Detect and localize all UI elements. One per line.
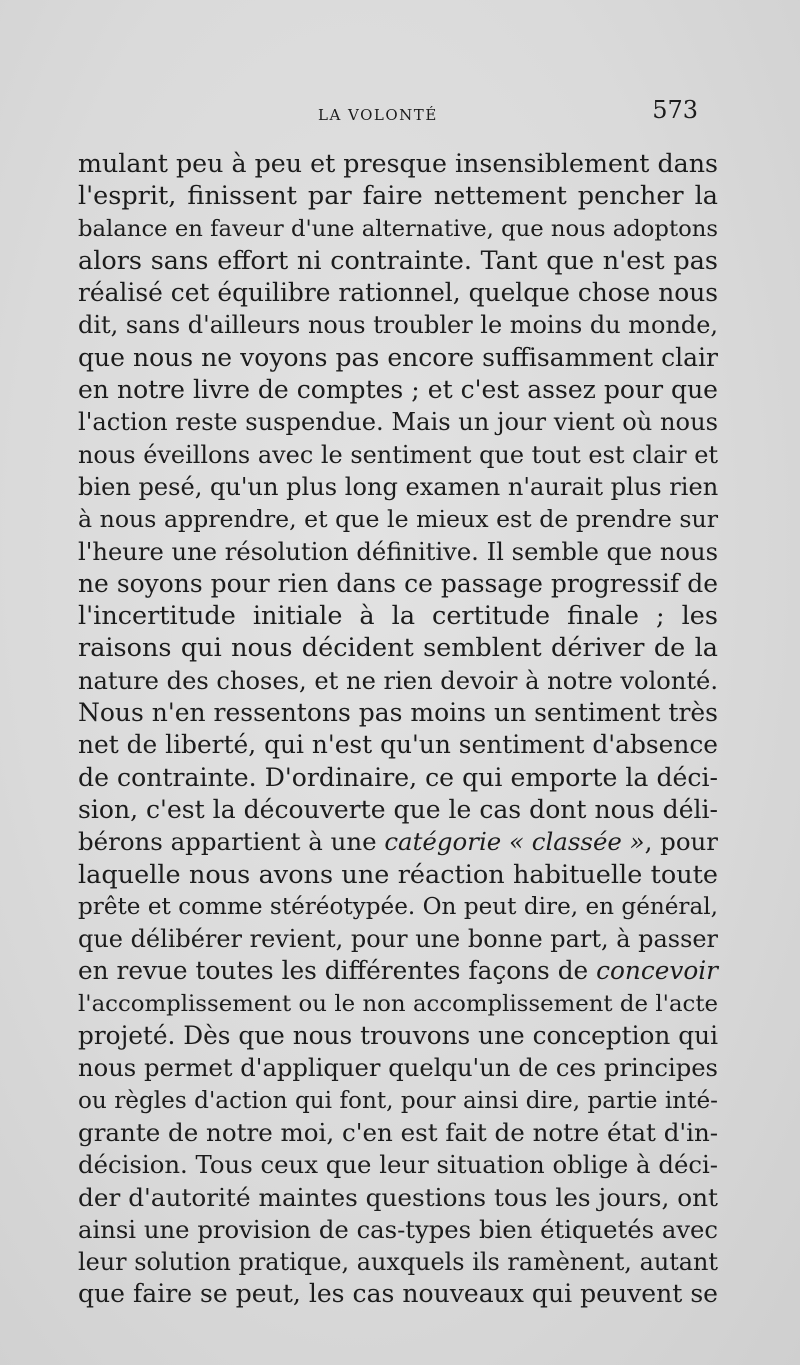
text-line: ainsi une provision de cas-types bien étiquetés avec (78, 1214, 718, 1244)
text-line: que nous ne voyons pas encore suffisamment clair (78, 342, 718, 372)
page-number: 573 (652, 96, 698, 124)
text-line: nous éveillons avec le sentiment que tout est clair et (78, 440, 718, 469)
text-line-with-italic (78, 955, 718, 987)
running-title: LA VOLONTÉ (318, 106, 438, 124)
text-line: grante de notre moi, c'en est fait de notre état d'in- (78, 1117, 719, 1147)
text-line: der d'autorité maintes questions tous les jours, ont (78, 1182, 718, 1212)
text-line: de contrainte. D'ordinaire, ce qui emporte la déci- (78, 762, 718, 792)
italic-text: concevoir (596, 956, 718, 986)
text-line: ne soyons pour rien dans ce passage progressif de (78, 568, 718, 598)
text-line: l'incertitude initiale à la certitude finale ; les (78, 601, 718, 632)
text-run: bérons appartient à une (78, 827, 385, 857)
text-line: que délibérer revient, pour une bonne part, à passer (78, 925, 718, 954)
text-line: que faire se peut, les cas nouveaux qui peuvent se (78, 1279, 718, 1309)
text-line: Nous n'en ressentons pas moins un sentiment très (78, 698, 718, 728)
text-line: l'heure une résolution définitive. Il semble que nous (78, 537, 718, 566)
text-line: projeté. Dès que nous trouvons une conception qui (78, 1021, 718, 1051)
text-line: prête et comme stéréotypée. On peut dire, en général, (78, 893, 718, 920)
text-line: à nous apprendre, et que le mieux est de prendre sur (78, 505, 718, 534)
text-line: dit, sans d'ailleurs nous troubler le moins du monde, (78, 311, 718, 340)
text-run: , pour (644, 827, 719, 857)
text-line: alors sans effort ni contrainte. Tant que n'est pas (78, 245, 718, 276)
text-line: l'esprit, finissent par faire nettement pencher la (78, 181, 718, 212)
text-line: sion, c'est la découverte que le cas dont nous déli- (78, 794, 718, 824)
text-line: mulant peu à peu et presque insensiblement dans (78, 149, 718, 178)
text-line: l'action reste suspendue. Mais un jour vient où nous (78, 408, 718, 437)
text-line: net de liberté, qui n'est qu'un sentiment d'absence (78, 730, 718, 760)
text-line: réalisé cet équilibre rationnel, quelque chose nous (78, 278, 718, 308)
text-line: laquelle nous avons une réaction habituelle toute (78, 859, 718, 890)
text-line: leur solution pratique, auxquels ils ramènent, autant (78, 1248, 718, 1277)
page-header (78, 96, 698, 130)
text-line: nous permet d'appliquer quelqu'un de ces principes (78, 1053, 718, 1083)
text-run: en revue toutes les différentes façons de (78, 956, 597, 986)
text-line: en notre livre de comptes ; et c'est assez pour que (78, 375, 718, 405)
text-line: ou règles d'action qui font, pour ainsi dire, partie inté- (78, 1087, 718, 1114)
italic-text: catégorie « classée » (384, 827, 645, 857)
text-line: décision. Tous ceux que leur situation oblige à déci- (78, 1150, 718, 1180)
text-line: bien pesé, qu'un plus long examen n'aurait plus rien (78, 472, 719, 501)
body-text (78, 148, 718, 1311)
text-line-with-italic (78, 826, 718, 858)
text-line: raisons qui nous décident semblent dériver de la (78, 633, 718, 664)
text-line: l'accomplissement ou le non accomplissement de l'acte (78, 990, 718, 1017)
text-line: balance en faveur d'une alternative, que nous adoptons (78, 215, 718, 242)
text-line: nature des choses, et ne rien devoir à notre volonté. (78, 666, 718, 695)
